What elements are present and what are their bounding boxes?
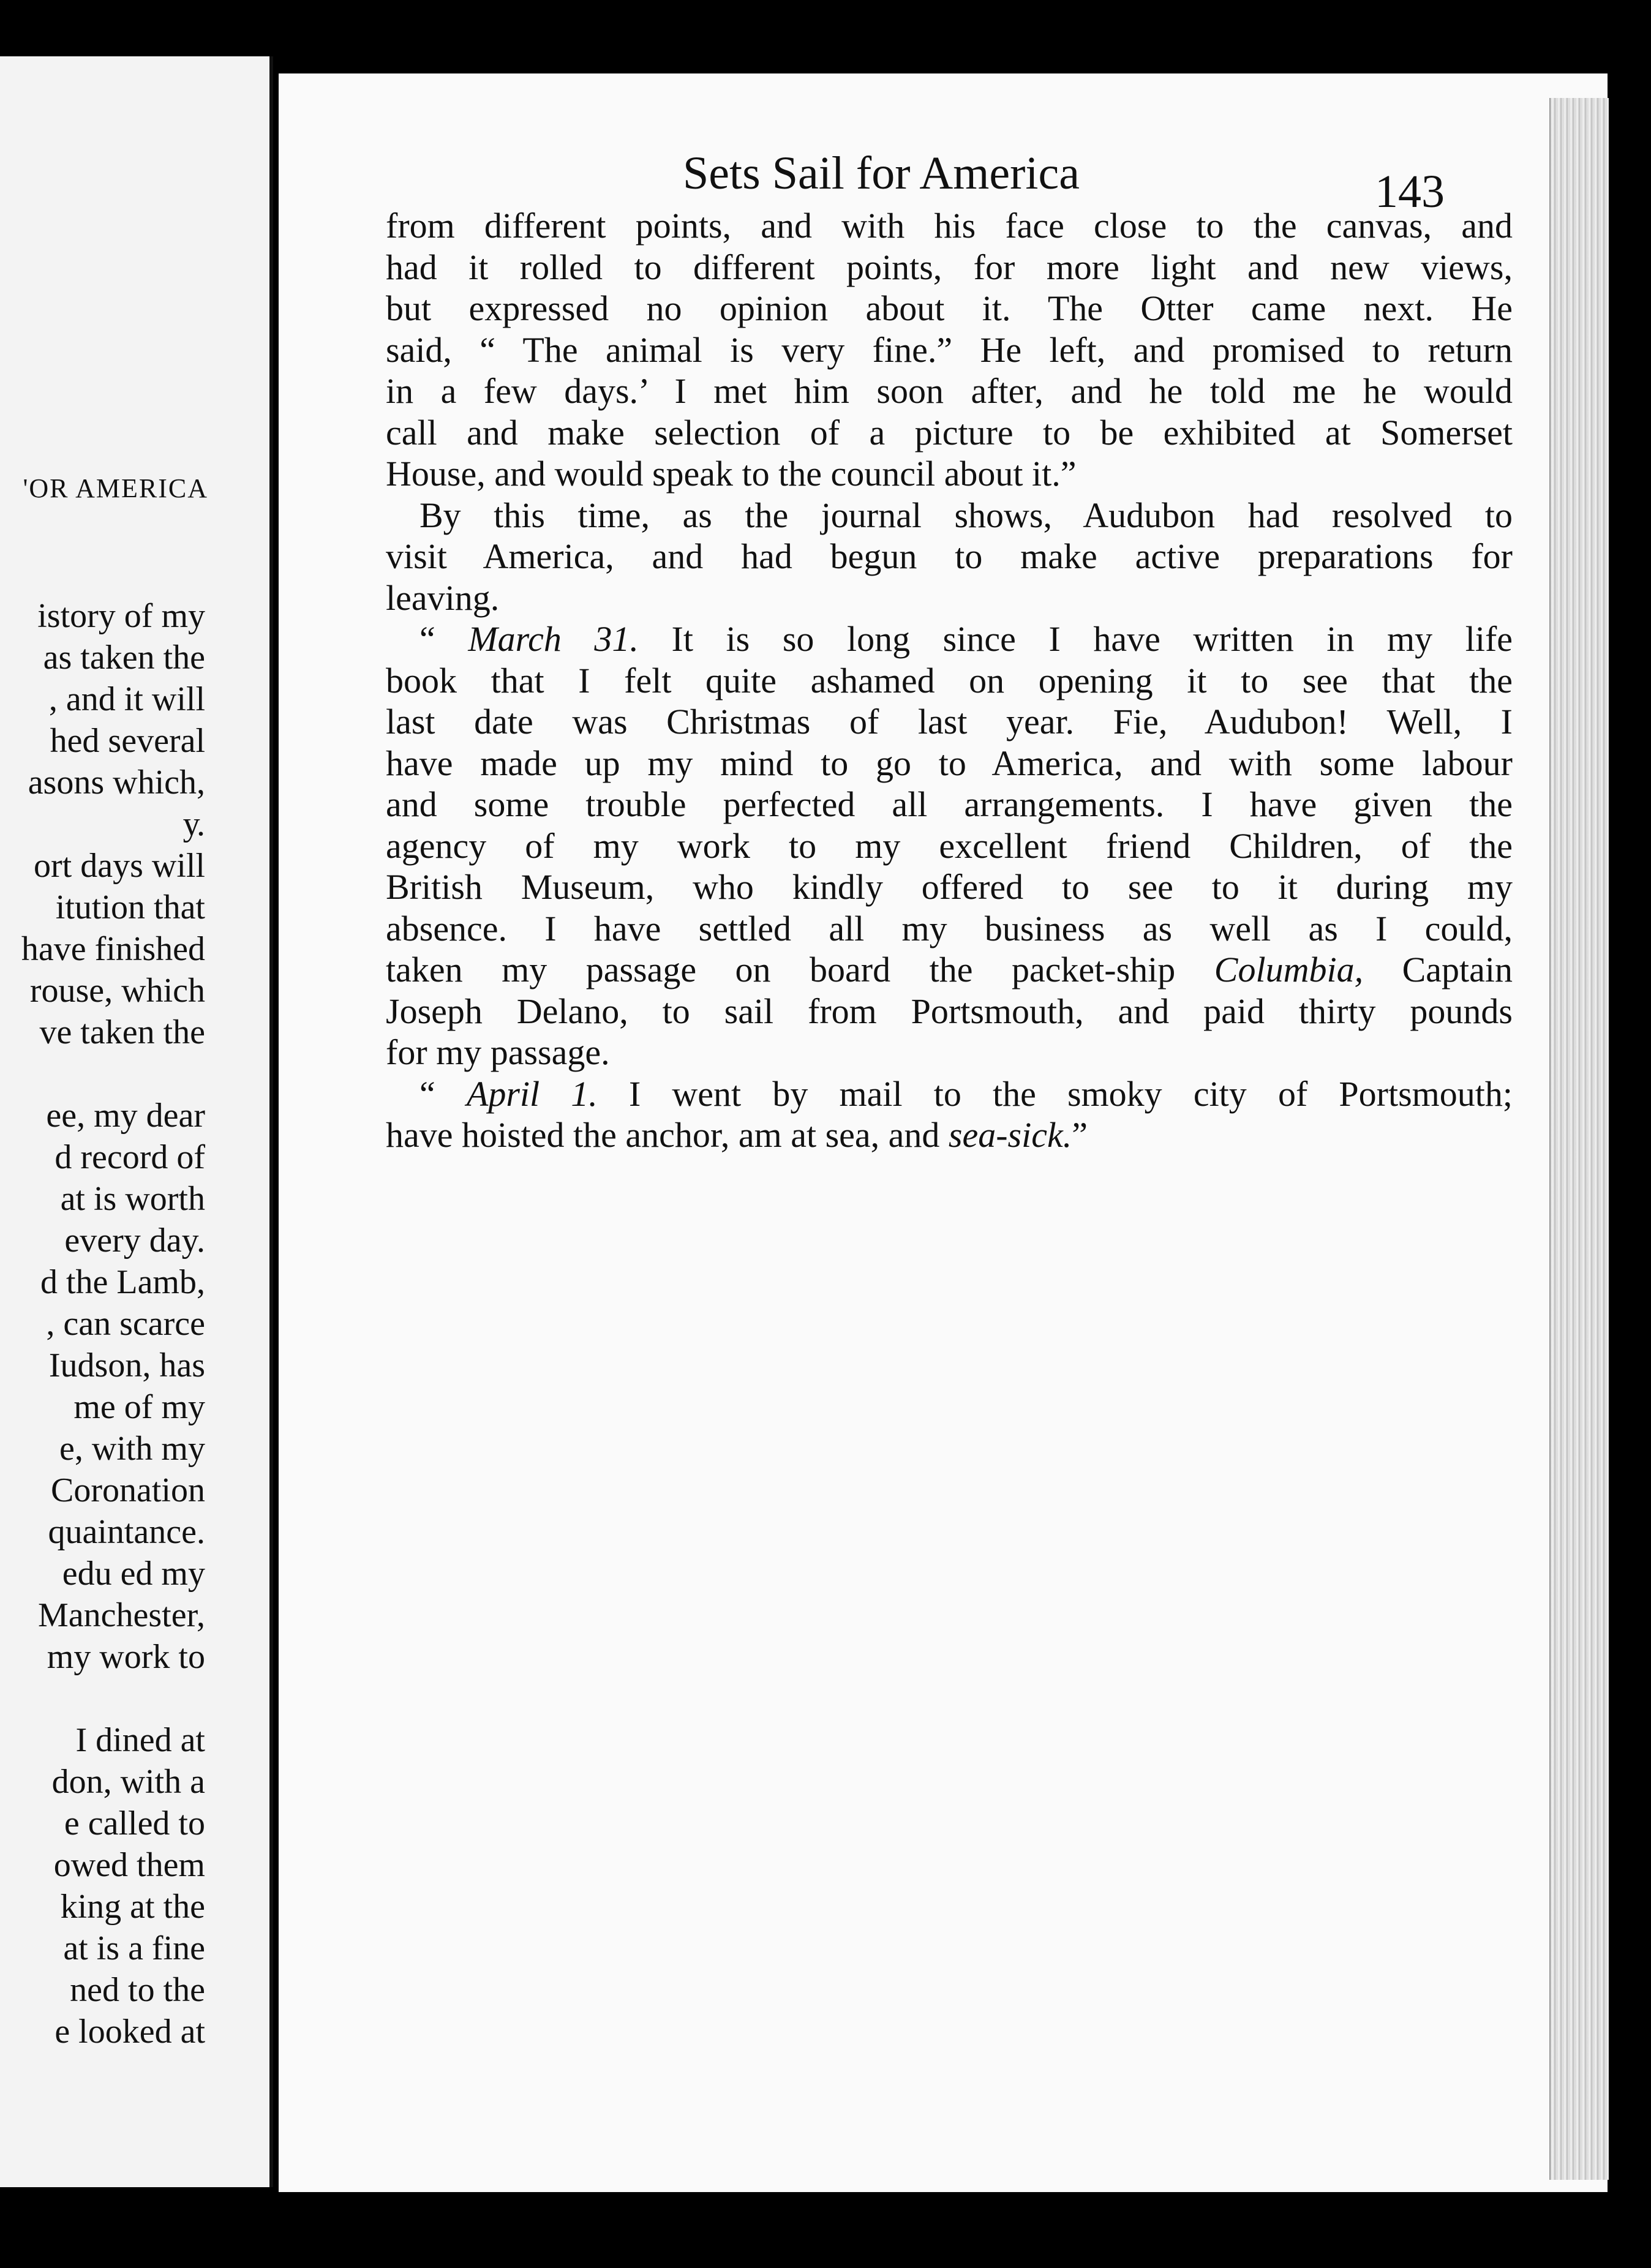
left-line: , can scarce: [46, 1305, 205, 1343]
text-line: had it rolled to different points, for more light and new views,: [386, 247, 1513, 287]
text-line: [386, 949, 1513, 991]
left-running-head: 'OR AMERICA: [23, 473, 208, 503]
left-line: king at the: [60, 1888, 205, 1926]
left-line: e, with my: [59, 1430, 205, 1468]
text-line: have made up my mind to go to America, and with some labour: [386, 743, 1513, 783]
text-line: and some trouble perfected all arrangements. I have given the: [386, 784, 1513, 824]
left-line: don, with a: [51, 1763, 205, 1801]
left-line: e looked at: [55, 2013, 205, 2051]
text-line: said, “ The animal is very fine.” He left, and promised to return: [386, 329, 1513, 370]
text-line: visit America, and had begun to make active preparations for: [386, 536, 1513, 576]
text-line: [386, 1114, 1513, 1156]
left-line: hed several: [50, 722, 205, 760]
italic-word: sea-sick.: [948, 1115, 1072, 1155]
left-line: I dined at: [75, 1721, 205, 1759]
text-line: from different points, and with his face close to the canvas, and: [386, 206, 1513, 246]
body-text: [386, 205, 1513, 1156]
left-line: me of my: [73, 1388, 205, 1426]
left-line: e called to: [64, 1804, 205, 1842]
book-page-edge: [1549, 98, 1609, 2180]
left-line: [21, 1678, 205, 1719]
open-quote: “: [419, 619, 468, 659]
text-line: By this time, as the journal shows, Audubon had resolved to: [419, 495, 1513, 535]
left-line: Iudson, has: [48, 1346, 205, 1384]
left-line: ve taken the: [39, 1013, 205, 1051]
left-line: d the Lamb,: [40, 1263, 205, 1301]
left-line: have finished: [21, 930, 205, 968]
left-line: istory of my: [37, 597, 205, 635]
page-number: 143: [1375, 166, 1445, 217]
left-line: Manchester,: [38, 1596, 205, 1634]
left-line: Coronation: [51, 1471, 205, 1509]
text-fragment: Captain: [1402, 950, 1513, 989]
left-line: as taken the: [43, 639, 205, 677]
text-line: for my passage.: [386, 1032, 610, 1072]
journal-date: April 1.: [466, 1073, 598, 1114]
text-fragment: have hoisted the anchor, am at sea, and: [386, 1115, 940, 1155]
left-line: quaintance.: [48, 1513, 205, 1551]
left-line: itution that: [55, 888, 205, 926]
text-line: Joseph Delano, to sail from Portsmouth, and paid thirty pounds: [386, 991, 1513, 1031]
text-line: British Museum, who kindly offered to see to it during my: [386, 867, 1513, 907]
text-line: agency of my work to my excellent friend Children, of the: [386, 825, 1513, 866]
text-line: [386, 1073, 1513, 1115]
text-line: leaving.: [386, 577, 500, 618]
left-line: , and it will: [48, 680, 205, 718]
left-line: my work to: [47, 1638, 205, 1676]
left-line: owed them: [53, 1846, 205, 1884]
left-line: d record of: [55, 1138, 205, 1176]
close-quote: ”: [1072, 1115, 1088, 1155]
left-line: [21, 1053, 205, 1095]
left-line: ned to the: [70, 1971, 205, 2009]
text-line: call and make selection of a picture to be exhibited at Somerset: [386, 412, 1513, 452]
left-line: edu ed my: [62, 1555, 205, 1593]
text-line: in a few days.’ I met him soon after, and he told me he would: [386, 371, 1513, 411]
text-fragment: taken my passage on board the packet-ship: [386, 950, 1176, 989]
left-line: at is worth: [60, 1180, 205, 1218]
text-fragment: I went by mail to the smoky city of Portsmouth;: [628, 1073, 1513, 1114]
journal-date: March 31.: [468, 619, 639, 659]
open-quote: “: [419, 1073, 467, 1114]
left-line: asons which,: [28, 764, 205, 802]
ship-name: Columbia,: [1214, 950, 1364, 989]
text-line: House, and would speak to the council about it.”: [386, 454, 1077, 494]
left-line: ort days will: [34, 847, 205, 885]
right-page: [279, 73, 1608, 2192]
left-text-block: [21, 595, 205, 2052]
text-line: [386, 618, 1513, 660]
left-page: [0, 56, 273, 2187]
text-line: book that I felt quite ashamed on opening it to see that the: [386, 660, 1513, 700]
text-line: but expressed no opinion about it. The Otter came next. He: [386, 288, 1513, 328]
left-line: at is a fine: [63, 1929, 205, 1967]
left-line: у.: [182, 805, 205, 843]
left-line: rouse, which: [29, 972, 205, 1010]
page-title: Sets Sail for America: [683, 148, 1080, 199]
left-line: ee, my dear: [46, 1097, 205, 1135]
text-fragment: It is so long since I have written in my life: [671, 619, 1513, 659]
text-line: absence. I have settled all my business as well as I could,: [386, 908, 1513, 948]
text-line: last date was Christmas of last year. Fie, Audubon! Well, I: [386, 702, 1513, 742]
left-line: every day.: [64, 1222, 205, 1260]
